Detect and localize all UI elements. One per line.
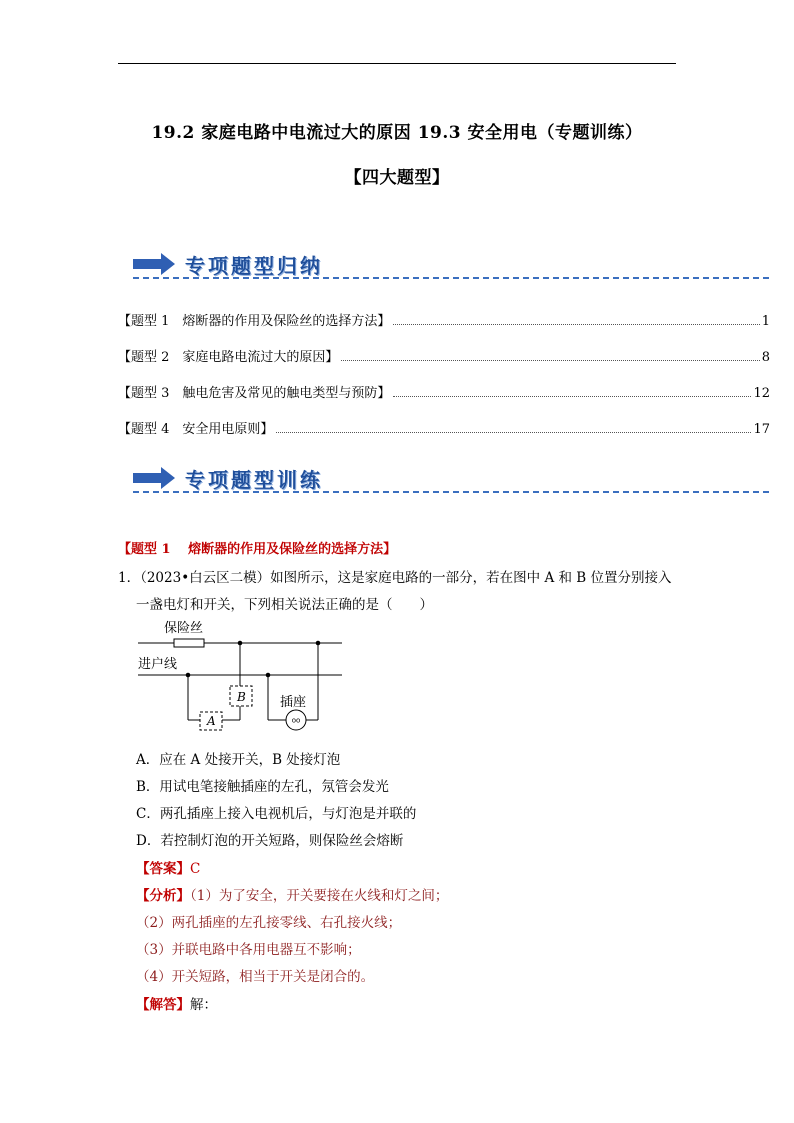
toc-leader	[393, 396, 751, 397]
circuit-diagram	[130, 616, 360, 736]
toc-leader	[341, 360, 759, 361]
solution-line	[136, 993, 217, 1013]
toc-page-number: 1	[761, 314, 770, 329]
answer-line	[136, 857, 200, 877]
toc-entry[interactable]	[118, 346, 770, 365]
section-banner-practice	[133, 460, 773, 500]
analysis-line2: （2）两孔插座的左孔接零线、右孔接火线；	[136, 915, 402, 931]
toc-entry[interactable]	[118, 310, 770, 329]
option-a[interactable]: A．应在 A 处接开关，B 处接灯泡	[136, 752, 341, 768]
analysis-label: 【分析】	[136, 888, 190, 904]
socket-holes: oo	[291, 716, 301, 725]
toc-entry[interactable]	[118, 418, 770, 437]
fuse-symbol	[174, 639, 204, 647]
arrow-right-icon	[133, 467, 175, 489]
toc-entry[interactable]	[118, 382, 770, 401]
arrow-right-icon	[133, 253, 175, 275]
option-b[interactable]: B．用试电笔接触插座的左孔，氖管会发光	[136, 779, 389, 795]
answer-value: C	[190, 861, 201, 877]
toc-entry-text: 【题型 4 安全用电原则】	[118, 422, 274, 437]
toc-page-number: 17	[753, 422, 770, 437]
section-banner-summary	[133, 246, 773, 286]
analysis-line1	[136, 884, 448, 904]
banner-divider	[133, 491, 769, 493]
toc-entry-text: 【题型 3 触电危害及常见的触电类型与预防】	[118, 386, 391, 401]
page-subtitle: 【四大题型】	[344, 168, 450, 188]
analysis-line4: （4）开关短路，相当于开关是闭合的。	[136, 969, 375, 985]
option-d[interactable]: D．若控制灯泡的开关短路，则保险丝会熔断	[136, 833, 404, 849]
option-c[interactable]: C．两孔插座上接入电视机后，与灯泡是并联的	[136, 806, 417, 822]
inlet-label: 进户线	[138, 657, 178, 672]
solution-text: 解：	[190, 997, 217, 1013]
toc-leader	[393, 324, 759, 325]
box-a-label: A	[207, 714, 216, 728]
socket-label: 插座	[280, 695, 307, 710]
toc-page-number: 12	[753, 386, 770, 401]
toc-leader	[276, 432, 751, 433]
page-title: 19.2 家庭电路中电流过大的原因 19.3 安全用电（专题训练）	[151, 123, 643, 143]
analysis-line3: （3）并联电路中各用电器互不影响；	[136, 942, 361, 958]
banner-divider	[133, 277, 769, 279]
toc-entry-text: 【题型 1 熔断器的作用及保险丝的选择方法】	[118, 314, 391, 329]
fuse-label: 保险丝	[164, 621, 204, 636]
answer-label: 【答案】	[136, 861, 190, 877]
analysis-text: （1）为了安全，开关要接在火线和灯之间；	[190, 888, 449, 904]
toc-page-number: 8	[761, 350, 770, 365]
box-b-label: B	[237, 690, 246, 704]
header-rule	[118, 63, 676, 64]
section-heading: 【题型 1 熔断器的作用及保险丝的选择方法】	[118, 542, 397, 557]
banner-label: 专项题型归纳	[185, 254, 323, 278]
question-stem-line2: 一盏电灯和开关，下列相关说法正确的是（ ）	[136, 597, 433, 613]
banner-label: 专项题型训练	[185, 468, 323, 492]
question-stem-line1: 1．（2023•白云区二模）如图所示，这是家庭电路的一部分，若在图中 A 和 B 位置分别接入	[118, 570, 672, 586]
solution-label: 【解答】	[136, 997, 190, 1013]
toc-entry-text: 【题型 2 家庭电路电流过大的原因】	[118, 350, 339, 365]
